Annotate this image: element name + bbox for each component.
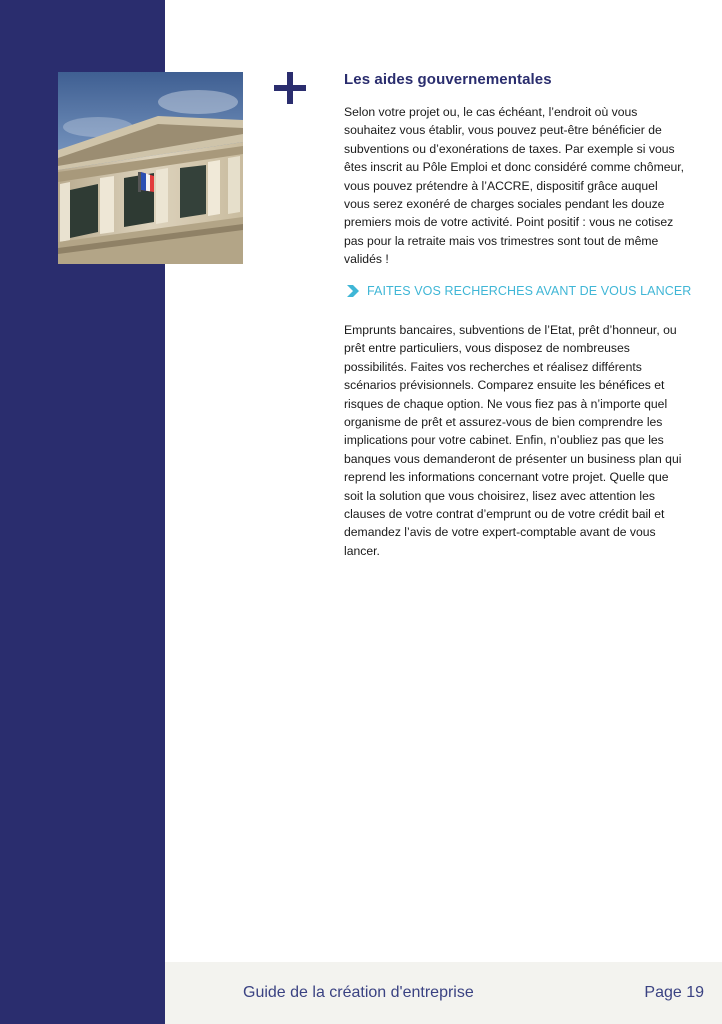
plus-icon [274,72,306,104]
building-facade-image [58,72,243,264]
body-paragraph: Emprunts bancaires, subventions de l’Etat, prêt d’honneur, ou prêt entre particuliers, vous disposez de nombreuses possibilités. Faites vos recherches et réalisez différents scénarios prévisionnels. Comparez ensuite les bénéfices et risques de chaque option. Ne vous fiez pas à n’importe quel organisme de prêt et assurez-vous de bien comprendre les implications pour votre cabinet. Enfin, n’oubliez pas que les banques vous demanderont de présenter un business plan qui reprend les informations concernant votre projet. Quelle que soit la solution que vous choisirez, lisez avec attention les clauses de votre contrat d’emprunt ou de votre crédit bail et demandez l’avis de votre expert-comptable avant de vous lancer. [344,323,682,558]
footer-guide-title: Guide de la création d'entreprise [243,984,474,1001]
intro-paragraph: Selon votre projet ou, le cas échéant, l’endroit où vous souhaitez vous établir, vous pouvez peut-être bénéficier de subventions ou d’exonérations de taxes. Par exemple si vous êtes inscrit au Pôle Emploi et donc considéré comme chômeur, vous pouvez prétendre à l’ACCRE, dispositif grâce auquel vous serez exonéré de charges sociales pendant les douze premiers mois de votre activité. Point positif : vous ne cotisez pas pour la retraite mais vos trimestres sont tout de même validés ! [344,105,685,267]
article-title: Les aides gouvernementales [344,71,552,88]
chevron-right-icon [346,284,360,298]
section-heading [346,284,691,298]
page-footer [165,962,722,1024]
section-heading-label: FAITES VOS RECHERCHES AVANT DE VOUS LANCER [367,284,692,298]
page-number: Page 19 [644,984,704,1001]
